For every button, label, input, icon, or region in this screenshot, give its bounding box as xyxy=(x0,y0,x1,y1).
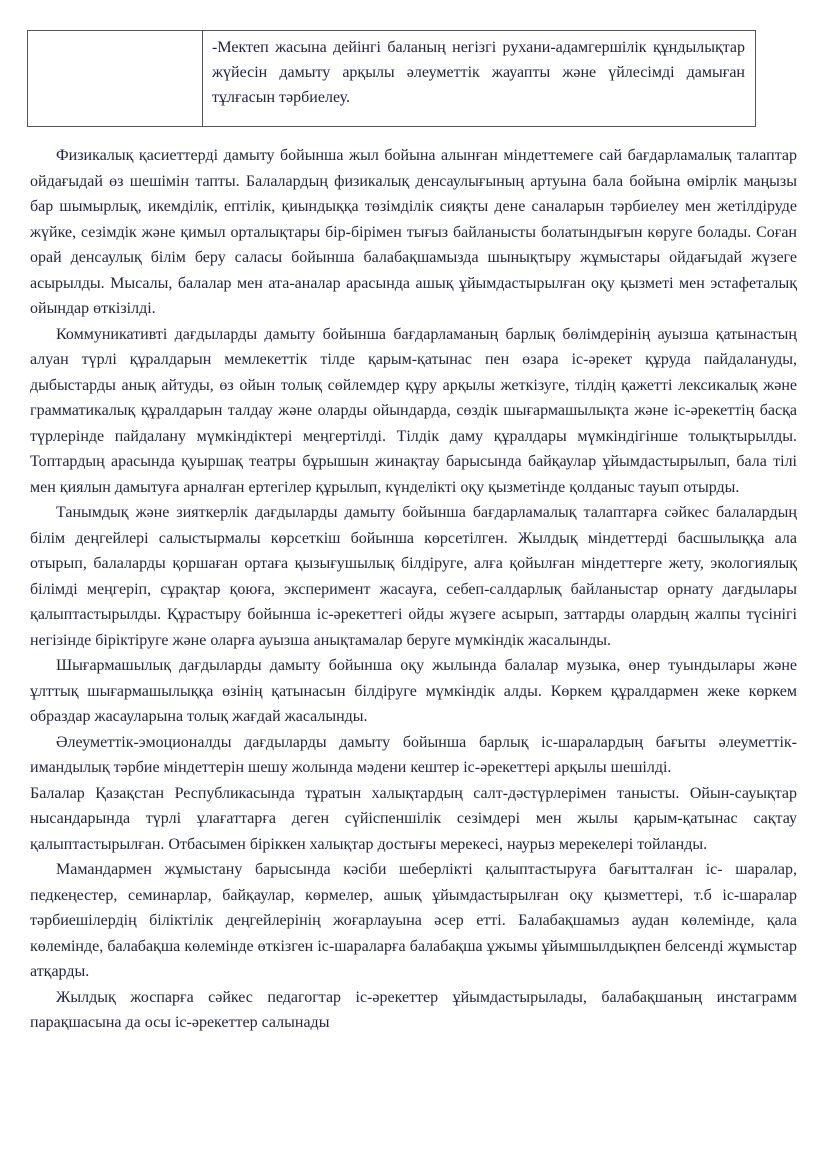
paragraph-annual-plan: Жылдық жоспарға сәйкес педагогтар іс-әрекеттер ұйымдастырылады, балабақшаның инстаграмм парақшасына да осы іс-әрекеттер салынады xyxy=(30,988,797,1031)
paragraph-cognitive-skills: Танымдық және зияткерлік дағдыларды дамыту бойынша бағдарламалық талаптарға сәйкес балалардың білім деңгейлері салыстырмалы көрсеткіш бойынша көрсетілген. Жылдық міндеттерді басшылыққа ала отырып, балаларды қоршаған ортаға қызығушылық білдіруге, алға қойылған міндеттерге жету, экологиялық білімді меңгеріп, сұрақтар қоюға, эксперимент жасауға, себеп-салдарлық байланыстар орнату дағдылары қалыптастырылды. Құрастыру бойынша іс-әрекеттегі ойды жүзеге асырып, заттарды олардың жалпы түсінігі негізінде біріктіруге және оларға ауызша анықтамалар беруге мүмкіндік жасалынды. xyxy=(30,504,797,649)
paragraph-traditions: Балалар Қазақстан Республикасында тұратын халықтардың салт-дәстүрлерімен танысты. Ойын-сауықтар нысандарында түрлі ұлағаттарға деген сүйіспеншілік сезімдері мен жылы қарым-қатынас сақтау қалыптастырылған. Отбасымен біріккен халықтар достығы мерекесі, наурыз мерекелері тойланды. xyxy=(30,784,797,853)
objectives-table xyxy=(27,30,756,127)
paragraph-social-emotional: Әлеуметтік-эмоционалды дағдыларды дамыту бойынша барлық іс-шаралардың бағыты әлеуметтік-имандылық тәрбие міндеттерін шешу жолында мәдени кештер іс-әрекеттері арқылы шешілді. xyxy=(30,733,797,776)
paragraph-physical-skills: Физикалық қасиеттерді дамыту бойынша жыл бойына алынған міндеттемеге сай бағдарламалық талаптар ойдағыдай өз шешімін тапты. Балалардың физикалық денсаулығының артуына бала бойына өмірлік маңызы бар шымырлық, икемділік, ептілік, қиындыққа төзімділік сияқты дене саналарын тәрбиелеу мен жетілдіруде жүйке, сезімдік және қимыл орталықтары бір-бірімен тығыз байланысты болатындығын көруге болады. Соған орай денсаулық білім беру саласы бойынша балабақшамызда шынықтыру жұмыстары ойдағыдай жүзеге асырылды. Мысалы, балалар мен ата-аналар арасында ашық ұйымдастырылған оқу қызметі мен эстафеталық ойындар өткізілді. xyxy=(30,147,797,317)
scan-artifact-line xyxy=(0,3,762,5)
paragraph-communicative-skills: Коммуникативті дағдыларды дамыту бойынша бағдарламаның барлық бөлімдерінің ауызша қатынастың алуан түрлі құралдарын мемлекеттік тілде қарым-қатынас пен өзара іс-әрекет құруда пайдалануды, дыбыстарды анық айтуды, өз ойын толық сөйлемдер құру арқылы жеткізуге, тілдің қажетті лексикалық және грамматикалық құралдарын талдау және оларды ойындарда, сөздік шығармашылықта және іс-әрекеттің басқа түрлерінде пайдалану мүмкіндіктері меңгертілді. Тілдік даму құралдары мүмкіндігінше толықтырылды. Топтардың арасында қуыршақ театры бұрышын жинақтау барысында байқаулар ұйымдастырылып, бала тілі мен қиялын дамытуға арналған ертегілер құрылып, күнделікті оқу қызметінде қолданыс тауып отырды. xyxy=(30,325,797,496)
table-cell-objective-text: -Мектеп жасына дейінгі баланың негізгі рухани-адамгершілік құндылықтар жүйесін дамыту арқылы әлеуметтік жауапты және үйлесімді дамыған тұлғасын тәрбиелеу. xyxy=(203,31,756,127)
table-cell-empty xyxy=(28,31,203,127)
paragraph-creative-skills: Шығармашылық дағдыларды дамыту бойынша оқу жылында балалар музыка, өнер туындылары және ұлттық шығармашылыққа өзінің қатынасын білдіруге мүмкіндік алды. Көркем құралдармен жеке көркем образдар жасауларына толық жағдай жасалынды. xyxy=(30,657,797,725)
document-body xyxy=(30,143,797,1036)
paragraph-specialists-work: Мамандармен жұмыстану барысында кәсіби шеберлікті қалыптастыруға бағытталған іс- шаралар, педкеңестер, семинарлар, байқаулар, көрмелер, ашық ұйымдастырылған оқу қызметтері, т.б іс-шаралар тәрбиешілердің біліктілік деңгейлерінің жоғарлауына әсер етті. Балабақшамыз аудан көлемінде, қала көлемінде, балабақша көлемінде өткізген іс-шараларға балабақша ұжымы ұйымшылдықпен белсенді жұмыстар атқарды. xyxy=(30,861,797,980)
table-row xyxy=(28,31,756,127)
